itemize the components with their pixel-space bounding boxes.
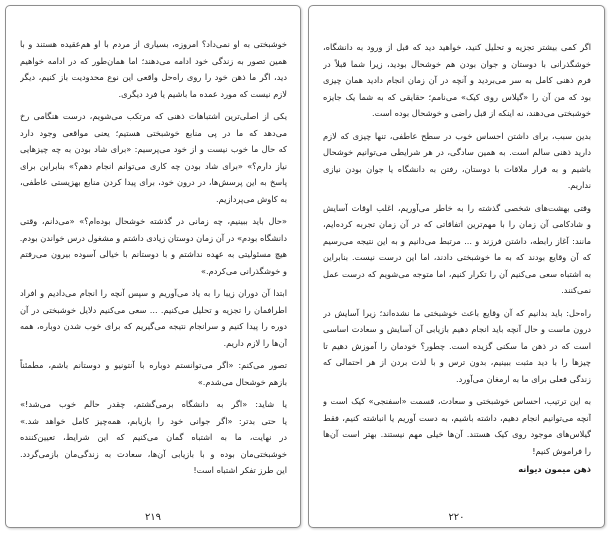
paragraph — [20, 357, 287, 390]
page-body-text — [323, 39, 591, 494]
text-line: «حال باید ببینیم، چه زمانی در گذشته خوشحال بوده‌ام؟» «می‌دانم، وقتی — [20, 216, 287, 226]
text-line: دارید ذهنی سالم است. به همین سادگی، در هر شرایطی می‌توانیم خوشحال — [323, 147, 591, 157]
text-line: بدین سبب، برای داشتن احساس خوب در سطح عاطفی، تنها چیزی که لازم — [323, 130, 591, 141]
text-line: خوشگذرانی با دوستان و جوان بودن هم خوشحال بودید، زیرا شما قبلاً در — [323, 58, 591, 69]
text-line: دوره را پیدا کنیم و سرانجام نتیجه می‌گیریم که برای خوب شدن دوباره، همه — [20, 321, 287, 331]
paragraph — [323, 39, 591, 122]
text-line: نیاز دارم؟» «برای شاد بودن چه کاری می‌توانم انجام دهم؟» بنابراین برای — [20, 160, 287, 171]
book-page-219 — [5, 5, 301, 528]
text-line: به اشتباه سعی می‌کنیم آن را تکرار کنیم، اما متوجه می‌شویم که درست عمل — [323, 268, 591, 279]
page-number: ۲۲۰ — [448, 512, 465, 523]
text-line: بود که من آن را «گیلاس روی کیک» می‌نامم؛ حقایقی که به شما یک جایزه — [323, 91, 591, 102]
paragraph — [323, 393, 591, 459]
text-line: فرم ذهنی کامل به سر می‌بردید و آنچه در آن زمان انجام دادید همان چیزی — [323, 75, 591, 85]
paragraph — [323, 128, 591, 194]
text-line: گیلاس‌های موجود روی کیک هستند. آن‌ها خیلی مهم نیستند. بهتر است آن‌ها — [323, 429, 591, 439]
paragraph — [20, 396, 287, 479]
text-line: خوشبختی‌مان بوده و با بازیابی آن‌ها، سعادت به زندگی‌مان بازمی‌گردد. — [20, 448, 287, 459]
text-line: یا شاید: «اگر به دانشگاه برمی‌گشتم، چقدر حالم خوب می‌شد!» — [20, 399, 287, 409]
text-line: ابتدا آن دوران زیبا را به یاد می‌آوریم و سپس آنچه را انجام می‌دادیم و افراد — [20, 288, 287, 298]
page-body-text — [20, 36, 287, 491]
paragraph — [323, 305, 591, 388]
text-line: هیچ مسئولیتی به عهده نداشتم و با دوستانم با خیالی آسوده بیرون می‌رفتم — [20, 249, 287, 259]
text-line: خوشبختی به او نمی‌داد؟ امروزه، بسیاری از مردم با او هم‌عقیده هستند و با — [20, 39, 287, 49]
text-line: راه‌حل: باید بدانیم که آن وقایع باعث خوشبختی ما نشده‌اند؛ زیرا آسایش در — [323, 307, 591, 318]
text-line: آنچه می‌توانیم انجام دهیم، داشته باشیم، به دست آوریم یا انباشته کنیم، فقط — [323, 412, 591, 423]
text-line: اطرافمان را تجزیه و تحلیل می‌کنیم. ... سعی می‌کنیم دلایل خوشبختی در آن — [20, 304, 287, 315]
text-line: دانشگاه بودم» در آن زمان دوستان زیادی داشتم و مشغول درس خواندن بودم. — [20, 232, 287, 243]
text-line: آن‌ها را لازم داریم. — [223, 337, 287, 348]
text-line: لازم نیست که مورد عمده ما باشیم یا فرد دیگری. — [118, 88, 287, 99]
paragraph — [20, 213, 287, 279]
text-line: نمی‌کنند. — [561, 285, 591, 295]
text-line: و شادکامی آن زمان را با مهم‌ترین اتفاقاتی که در آن زمان تجربه کرده‌ایم، — [323, 219, 591, 229]
text-line: مانند: آغاز رابطه، داشتن فرزند و ... مرتبط می‌دانیم و به این نتیجه می‌رسیم — [323, 235, 591, 246]
text-line: می‌دهد که ما در پی منابع خوشبختی هستیم؛ یعنی مواقعی وجود دارد — [20, 127, 287, 138]
section-heading: ذهن میمون دیوانه — [518, 464, 591, 474]
text-line: به کاوش می‌پردازیم. — [216, 193, 287, 204]
text-line: است که در ذهن ما سکنی گزیده است. چطور؟ خودمان را آموزش دهیم تا — [323, 340, 591, 351]
paragraph — [20, 285, 287, 351]
text-line: زندگی فعلی برای ما به ارمغان می‌آورد. — [455, 373, 591, 384]
text-line: درون ماست و حال آنچه باید انجام دهیم بازیابی آن آسایش و سعادت اساسی — [323, 324, 591, 334]
paragraph — [20, 36, 287, 102]
text-line: وقتی بهشت‌های شخصی گذشته را به خاطر می‌آوریم، اغلب اوقات آسایش — [323, 202, 591, 213]
text-line: اگر کمی بیشتر تجزیه و تحلیل کنید، خواهید دید که قبل از ورود به دانشگاه، — [323, 42, 591, 52]
text-line: که حال ما خوب نیست و از خود می‌پرسیم: «برای شاد بودن به چه چیزهایی — [20, 144, 287, 154]
text-line: تصور می‌کنم: «اگر می‌توانستم دوباره با آنتونیو و دوستانم باشم، مطمئناً — [20, 360, 287, 370]
text-line: در نهایت، ما به اشتباه گمان می‌کنیم که این شرایط، تعیین‌کننده — [20, 432, 287, 442]
text-line: دید، اگر ما ذهن خود را روی راه‌حل واقعی این نوع محدودیت باز کنیم، دیگر — [20, 72, 287, 82]
text-line: خوشبختی می‌دهند، نه اینکه از قبل راضی و خوشحال بوده است. — [372, 108, 591, 118]
page-number: ۲۱۹ — [144, 512, 162, 523]
text-line: و خوشگذرانی می‌کردم.» — [200, 265, 287, 276]
text-line: را فراموش کنیم! — [532, 445, 591, 456]
text-line: باشیم و به قرار ملاقات با دوستان، رفتن به دانشگاه یا جوان بودن نیازی — [323, 163, 591, 174]
text-line: یا حتی بدتر: «اگر جوانی خود را بازیابم، همه‌چیز کامل خواهد شد.» — [20, 415, 287, 426]
text-line: بازهم خوشحال می‌شدم.» — [197, 376, 287, 387]
paragraph — [323, 200, 591, 299]
text-line: یکی از اصلی‌ترین اشتباهات ذهنی که مرتکب می‌شویم، درست هنگامی رخ — [20, 111, 287, 121]
text-line: همین تصور به زندگی خود ادامه می‌دهند؛ اما همان‌طور که در ادامه خواهیم — [20, 55, 287, 66]
text-line: چیزها را با دید مثبت ببینیم، بدون ترس و با لذت بردن از هر احتمالی که — [323, 357, 591, 367]
text-line: این طرز تفکر اشتباه است! — [193, 465, 287, 475]
text-line: نداریم. — [567, 180, 591, 190]
book-page-220 — [308, 5, 605, 528]
paragraph — [20, 108, 287, 207]
text-line: به این ترتیب، احساس خوشبختی و سعادت، قسمت «اسفنجی» کیک است و — [323, 396, 591, 406]
text-line: که آن وقایع بودند که به ما خوشبختی دادند، اما این درست نیست. بنابراین — [323, 252, 591, 262]
text-line: پاسخ به این پرسش‌ها، در درون خود، برای پیدا کردن منابع بهزیستی عاطفی، — [20, 177, 287, 187]
